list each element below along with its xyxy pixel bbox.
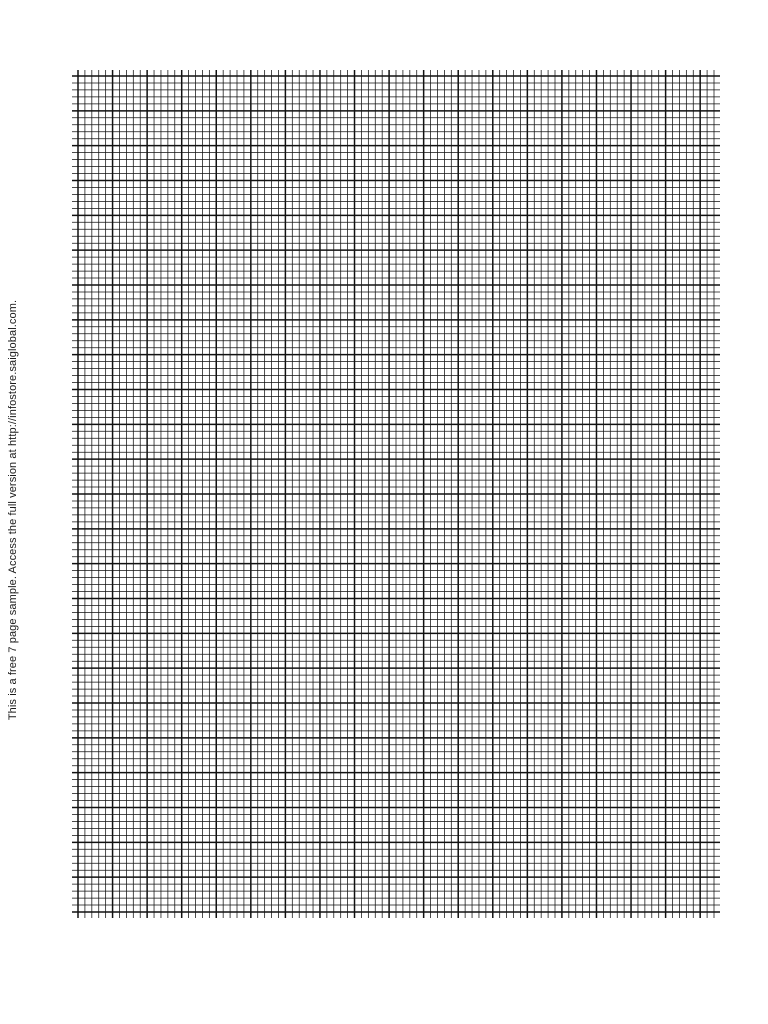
graph-paper-grid xyxy=(72,70,720,918)
grid-lines xyxy=(72,70,720,918)
sample-notice-text: This is a free 7 page sample. Access the full version at http://infostore.saiglobal.com. xyxy=(7,299,19,721)
